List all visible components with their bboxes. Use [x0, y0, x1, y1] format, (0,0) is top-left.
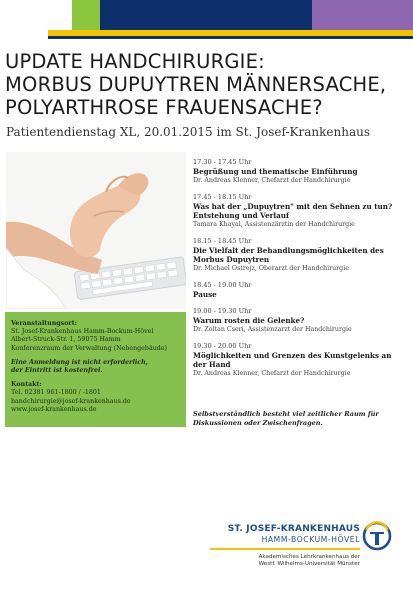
top-bar-green [0, 0, 48, 30]
contact-website[interactable]: www.josef-krankenhaus.de [11, 405, 97, 413]
headline [5, 50, 410, 119]
venue-info-box [5, 312, 186, 427]
hospital-location: HAMM-BOCKUM-HÖVEL [261, 535, 360, 544]
program-item [193, 193, 408, 229]
top-bar-purple [312, 0, 413, 30]
program-speaker: Dr. Andreas Klenner, Chefarzt der Handchirurgie [193, 370, 351, 377]
program-item [193, 307, 408, 334]
subheadline: Patientendienstag XL, 20.01.2015 im St. Josef-Krankenhaus [6, 125, 370, 139]
hospital-seal-icon [362, 521, 392, 551]
top-bar-navy [100, 0, 312, 30]
program-title: Begrüßung und thematische Einführung [193, 167, 358, 176]
program-title-cont: Morbus Dupuytren [193, 255, 270, 264]
contact-label: Kontakt: [11, 381, 42, 389]
top-blue-stripe [48, 36, 413, 39]
program-time: 19.00 - 19.30 Uhr [193, 307, 252, 315]
program-title: Möglichkeiten und Grenzen des Kunstgelenks an [193, 351, 392, 360]
program-time: 17.45 - 18.15 Uhr [193, 193, 252, 201]
program-speaker: Dr. Zoltan Cseri, Assistenzarzt der Handchirurgie [193, 326, 352, 333]
headline-line-2: MORBUS DUPUYTREN MÄNNERSACHE, [5, 73, 387, 96]
program-item [193, 158, 408, 185]
hospital-affiliation-2: Westf. Wilhelms-Universität Münster [258, 561, 360, 567]
hands-photo [6, 152, 186, 309]
program-title: Pause [193, 290, 217, 299]
contact-email[interactable]: handchirurgie@josef-krankenhaus.de [11, 397, 131, 405]
program-title: Warum rosten die Gelenke? [193, 316, 305, 325]
program-title: Die Vielfalt der Behandlungsmöglichkeiten des [193, 246, 384, 255]
logo-divider [210, 548, 360, 550]
venue-line-1: St. Josef-Krankenhaus Hamm-Bockum-Hövel [11, 328, 154, 336]
program-time: 19.30 - 20.00 Uhr [193, 342, 252, 350]
closing-line-2: Diskussionen oder Zwischenfragen. [193, 419, 323, 427]
program-time: 17.30 - 17.45 Uhr [193, 158, 252, 166]
headline-line-3: POLYARTHROSE FRAUENSACHE? [5, 96, 323, 119]
program-item [193, 281, 408, 299]
hospital-name: ST. JOSEF-KRANKENHAUS [227, 524, 360, 534]
venue-line-2: Albert-Struck-Str. 1, 59075 Hamm [11, 336, 121, 344]
closing-note [193, 410, 408, 428]
top-color-bar [0, 0, 413, 30]
registration-note-1: Eine Anmeldung ist nicht erforderlich, [11, 358, 148, 366]
venue-line-3: Konferenzraum der Verwaltung (Nebengebäude) [11, 344, 167, 352]
closing-line-1: Selbstverständlich besteht viel zeitlicher Raum für [193, 410, 379, 418]
registration-note-2: der Eintritt ist kostenfrei. [11, 367, 103, 375]
venue-label: Veranstaltungsort: [11, 320, 77, 327]
program-item [193, 237, 408, 273]
top-bar-green-block [72, 0, 100, 30]
program-title-cont: der Hand [193, 360, 231, 369]
program-item [193, 342, 408, 378]
hospital-logo [210, 524, 360, 569]
program-time: 18.15 - 18.45 Uhr [193, 237, 252, 245]
program-title: Was hat der „Dupuytren" mit den Sehnen zu tun? [193, 202, 393, 211]
program-schedule [193, 158, 408, 386]
contact-phone: Tel. 02381 961-1800 / -1801 [11, 389, 101, 397]
program-speaker: Tamara Khayal, Assistenzärztin der Handchirurgie [193, 221, 355, 228]
hospital-affiliation-1: Akademisches Lehrkrankenhaus der [258, 553, 360, 560]
hands-on-keyboard-icon [6, 152, 186, 309]
program-speaker: Dr. Andreas Klenner, Chefarzt der Handchirurgie [193, 177, 351, 184]
program-speaker: Dr. Michael Ostrejz, Oberarzt der Handchirurgie [193, 265, 349, 272]
program-title-cont: Entstehung und Verlauf [193, 211, 290, 220]
headline-line-1: UPDATE HANDCHIRURGIE: [5, 50, 265, 73]
program-time: 18.45 - 19.00 Uhr [193, 281, 252, 289]
